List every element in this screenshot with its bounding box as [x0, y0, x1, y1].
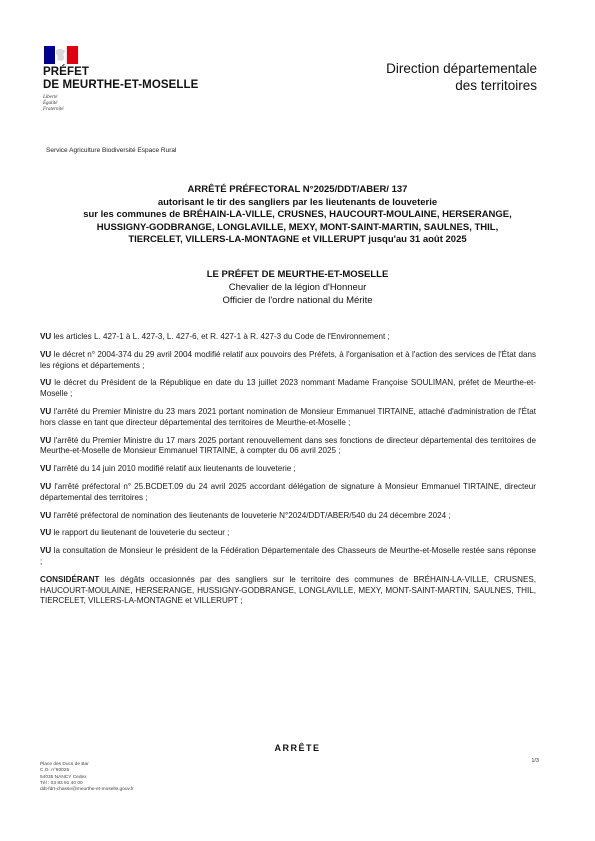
visa-text: le décret n° 2004-374 du 29 avril 2004 modifié relatif aux pouvoirs des Préfets, à l'organisation et à l'action des services de l'État dans les régions et départements ; [40, 349, 536, 370]
visa-paragraph [40, 482, 536, 504]
marianne-logo [44, 46, 78, 64]
visa-keyword: VU [40, 378, 52, 388]
visa-keyword: VU [40, 464, 52, 474]
visa-keyword: VU [40, 406, 52, 416]
visa-text: l'arrêté du Premier Ministre du 23 mars 2021 portant nomination de Monsieur Emmanuel TIRTAINE, attaché d'administration de l'État hors classe en tant que directeur départemental des territoires de Meurthe-et-Moselle ; [40, 406, 536, 427]
visa-keyword: VU [40, 481, 52, 491]
prefet-signatory [0, 268, 595, 307]
prefet-identity [43, 66, 198, 113]
visa-text: les articles L. 427-1 à L. 427-3, L. 427-6, et R. 427-1 à R. 427-3 du Code de l'Environnement ; [51, 332, 390, 341]
visa-text: l'arrêté du 14 juin 2010 modifié relatif aux lieutenants de louveterie ; [51, 464, 296, 474]
direction-heading: Direction départementale des territoires [386, 61, 537, 93]
decree-title: ARRÊTÉ PRÉFECTORAL N°2025/DDT/ABER/ 137 autorisant le tir des sangliers par les lieutenants de louveterie sur les communes de BRÉHAIN-LA-VILLE, CRUSNES, HAUCOURT-MOULAINE, HERSERANGE, HUSSIGNY-GODBRANGE, LONGLAVILLE, MEXY, MONT-SAINT-MARTIN, SAULNES, THIL, TIERCELET, VILLERS-LA-MONTAGNE et VILLERUPT jusqu'au 31 août 2025 [83, 184, 512, 245]
visa-paragraph [40, 407, 536, 429]
visa-keyword: VU [40, 546, 52, 556]
visa-paragraph [40, 464, 536, 475]
visa-paragraph [40, 378, 536, 400]
visas-list [40, 332, 536, 614]
visa-text: l'arrêté du Premier Ministre du 17 mars 2025 portant renouvellement dans ses fonctions de directeur départemental des territoires de Meurthe-et-Moselle de Monsieur Emmanuel TIRTAINE, à compter du 06 avril 2025 ; [40, 435, 536, 456]
visa-paragraph [40, 546, 536, 568]
visa-paragraph [40, 350, 536, 372]
prefet-honour-2: Officier de l'ordre national du Mérite [222, 295, 373, 306]
page-number: 1/3 [531, 758, 539, 764]
prefet-line1: PRÉFET [43, 66, 89, 78]
visa-paragraph [40, 511, 536, 522]
visa-text: le décret du Président de la République en date du 13 juillet 2023 nommant Madame Françoise SOULIMAN, préfet de Meurthe-et-Moselle ; [40, 378, 536, 399]
visa-keyword: VU [40, 332, 52, 341]
visa-keyword: CONSIDÉRANT [40, 574, 100, 584]
prefet-line2: DE MEURTHE-ET-MOSELLE [43, 78, 199, 91]
visa-paragraph [40, 332, 536, 343]
visa-keyword: VU [40, 510, 52, 520]
visa-text: l'arrêté préfectoral de nomination des lieutenants de louveterie N°2024/DDT/ABER/540 du 24 décembre 2024 ; [51, 510, 451, 520]
visa-paragraph [40, 436, 536, 458]
visa-text: la consultation de Monsieur le président de la Fédération Départementale des Chasseurs de Meurthe-et-Moselle restée sans réponse ; [40, 546, 536, 566]
republic-motto: Liberté Égalité Fraternité [43, 95, 64, 112]
prefet-honour-1: Chevalier de la légion d'Honneur [228, 282, 367, 293]
visa-text: l'arrêté préfectoral n° 25.BCDET.09 du 24 avril 2025 accordant délégation de signature à Monsieur Emmanuel TIRTAINE, directeur départemental des territoires ; [40, 481, 536, 502]
service-name: Service Agriculture Biodiversité Espace Rural [46, 147, 177, 154]
visa-keyword: VU [40, 349, 52, 359]
visa-keyword: VU [40, 528, 52, 538]
visa-paragraph [40, 575, 536, 607]
visa-paragraph [40, 528, 536, 539]
arrete-heading: ARRÊTE [274, 743, 321, 753]
prefet-name: LE PRÉFET DE MEURTHE-ET-MOSELLE [206, 269, 389, 280]
visa-text: les dégâts occasionnés par des sangliers sur le territoire des communes de BRÉHAIN-LA-VILLE, CRUSNES, HAUCOURT-MOULAINE, HERSERANGE, HUSSIGNY-GODBRANGE, LONGLAVILLE, MEXY, MONT-SAINT-MARTIN, SAULNES, THIL, TIERCELET, VILLERS-LA-MONTAGNE et VILLERUPT ; [40, 574, 536, 606]
visa-keyword: VU [40, 435, 52, 445]
footer-address: Place des Ducs de Bar C.O. n°60025 54035 NANCY Cedex Tél : 03 83 91 40 00 ddt-fdrt-chasse@meurthe-et-moselle.gouv.fr [40, 762, 134, 793]
visa-text: le rapport du lieutenant de louveterie du secteur ; [51, 528, 230, 538]
